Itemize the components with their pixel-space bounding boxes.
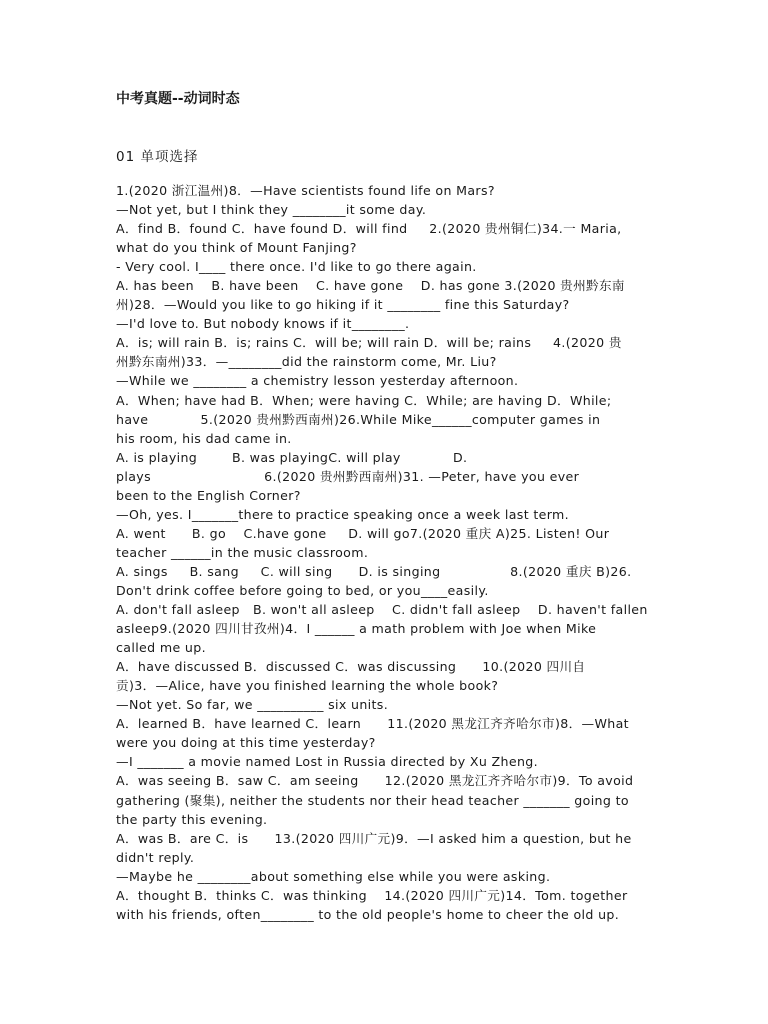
text-line: —I'd love to. But nobody knows if it________.: [116, 316, 410, 332]
text-line: 贡)3．—Alice, have you finished learning the whole book?: [116, 678, 499, 694]
text-line: A. went B. go C.have gone D. will go7.(2020 重庆 A)25. Listen! Our: [116, 525, 610, 541]
text-line: A. don't fall asleep B. won't all asleep C. didn't fall asleep D. haven't fallen: [116, 602, 648, 618]
text-line: have 5.(2020 贵州黔西南州)26.While Mike______computer games in: [116, 411, 601, 427]
text-line: A. sings B. sang C. will sing D. is singing 8.(2020 重庆 B)26.: [116, 563, 632, 579]
text-line: his room, his dad came in.: [116, 430, 292, 446]
text-line: didn't reply.: [116, 849, 195, 865]
text-line: A. is playing B. was playingC. will play D.: [116, 449, 468, 465]
text-line: A．have discussed B．discussed C．was discussing 10.(2020 四川自: [116, 659, 586, 675]
text-line: gathering (聚集), neither the students nor their head teacher _______ going to: [116, 792, 629, 808]
text-line: with his friends, often________ to the old people's home to cheer the old up.: [116, 906, 620, 922]
text-line: A．thought B．thinks C．was thinking 14.(2020 四川广元)14．Tom. together: [116, 887, 628, 903]
text-line: 州)28．—Would you like to go hiking if it ________ fine this Saturday?: [116, 297, 570, 313]
text-line: 1.(2020 浙江温州)8．—Have scientists found life on Mars?: [116, 183, 495, 198]
text-line: 州黔东南州)33．—________did the rainstorm come, Mr. Liu?: [116, 354, 497, 370]
question-text-block: [116, 181, 652, 924]
text-line: A．was seeing B．saw C．am seeing 12.(2020 黑龙江齐齐哈尔市)9．To avoid: [116, 773, 634, 789]
text-line: —Not yet, but I think they ________it some day.: [116, 202, 427, 218]
document-title: 中考真题--动词时态: [116, 91, 240, 107]
text-line: what do you think of Mount Fanjing?: [116, 240, 357, 256]
text-line: —Maybe he ________about something else while you were asking.: [116, 868, 551, 884]
text-line: A．was B．are C．is 13.(2020 四川广元)9．—I asked him a question, but he: [116, 830, 632, 846]
text-line: A．find B．found C．have found D．will find 2.(2020 贵州铜仁)34.一 Maria,: [116, 221, 622, 237]
text-line: —While we ________ a chemistry lesson yesterday afternoon.: [116, 373, 519, 389]
text-line: Don't drink coffee before going to bed, or you____easily.: [116, 582, 489, 598]
text-line: plays 6.(2020 贵州黔西南州)31. —Peter, have you ever: [116, 468, 580, 484]
text-line: —I _______ a movie named Lost in Russia directed by Xu Zheng.: [116, 754, 538, 770]
text-line: A．is; will rain B．is; rains C．will be; will rain D．will be; rains 4.(2020 贵: [116, 335, 622, 351]
text-line: teacher ______in the music classroom.: [116, 544, 369, 560]
text-line: —Not yet. So far, we __________ six units.: [116, 697, 389, 713]
text-line: A．When; have had B．When; were having C．While; are having D．While;: [116, 392, 612, 408]
text-line: were you doing at this time yesterday?: [116, 735, 376, 751]
text-line: asleep9.(2020 四川甘孜州)4．I ______ a math problem with Joe when Mike: [116, 621, 597, 637]
text-line: A．learned B．have learned C．learn 11.(2020 黑龙江齐齐哈尔市)8．—What: [116, 716, 629, 732]
text-line: A. has been B. have been C. have gone D. has gone 3.(2020 贵州黔东南: [116, 278, 625, 294]
text-line: the party this evening.: [116, 811, 268, 827]
text-line: - Very cool. I____ there once. I'd like to go there again.: [116, 259, 477, 275]
text-line: called me up.: [116, 640, 206, 656]
section-heading: 01 单项选择: [116, 149, 199, 165]
text-line: —Oh, yes. I_______there to practice speaking once a week last term.: [116, 506, 569, 522]
text-line: been to the English Corner?: [116, 487, 301, 503]
